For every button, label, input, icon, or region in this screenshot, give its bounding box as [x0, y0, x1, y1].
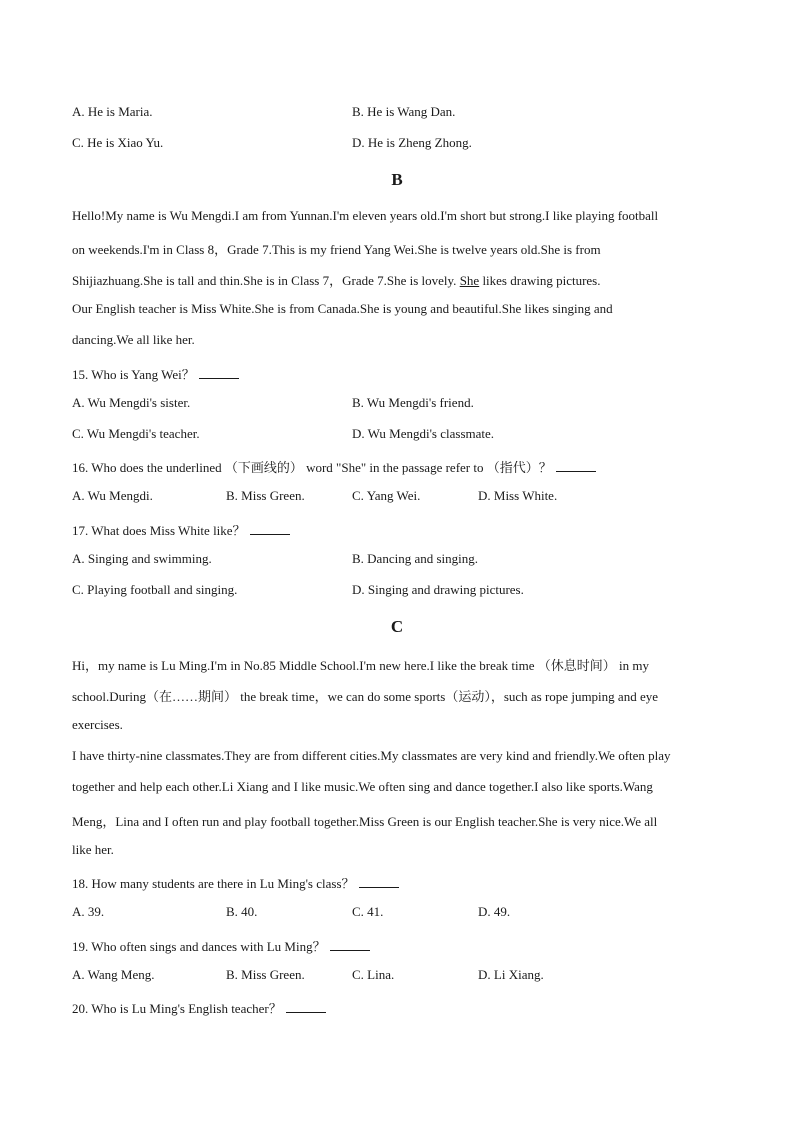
- q14-option-c[interactable]: C. He is Xiao Yu.: [72, 135, 164, 150]
- answer-blank[interactable]: [330, 938, 370, 951]
- q20-stem: [72, 998, 326, 1017]
- q17-option-c[interactable]: C. Playing football and singing.: [72, 582, 238, 597]
- q19-stem-text: 19. Who often sings and dances with Lu Ming？: [72, 939, 326, 954]
- q15-option-c[interactable]: C. Wu Mengdi's teacher.: [72, 426, 200, 441]
- q18-stem-text: 18. How many students are there in Lu Ming's class？: [72, 876, 355, 891]
- passage-c-line: together and help each other.Li Xiang and I like music.We often sing and dance together.I also like sports.Wang: [72, 779, 653, 794]
- passage-c-line: I have thirty-nine classmates.They are from different cities.My classmates are very kind and friendly.We often play: [72, 748, 671, 763]
- section-c-heading: C: [390, 617, 404, 636]
- q16-option-d[interactable]: D. Miss White.: [478, 488, 558, 503]
- q17-option-b[interactable]: B. Dancing and singing.: [352, 551, 479, 566]
- passage-b-line: [72, 270, 601, 289]
- q19-option-c[interactable]: C. Lina.: [352, 967, 395, 982]
- q14-option-d[interactable]: D. He is Zheng Zhong.: [352, 135, 472, 150]
- answer-blank[interactable]: [556, 459, 596, 472]
- passage-b-line: on weekends.I'm in Class 8，Grade 7.This is my friend Yang Wei.She is twelve years old.She is from: [72, 242, 601, 257]
- q18-option-b[interactable]: B. 40.: [226, 904, 258, 919]
- q15-option-d[interactable]: D. Wu Mengdi's classmate.: [352, 426, 495, 441]
- q16-option-c[interactable]: C. Yang Wei.: [352, 488, 421, 503]
- q19-option-d[interactable]: D. Li Xiang.: [478, 967, 544, 982]
- passage-c-line: like her.: [72, 842, 114, 857]
- q15-option-b[interactable]: B. Wu Mengdi's friend.: [352, 395, 474, 410]
- q18-stem: [72, 873, 399, 892]
- q15-option-a[interactable]: A. Wu Mengdi's sister.: [72, 395, 191, 410]
- q17-stem: [72, 520, 290, 539]
- q17-option-a[interactable]: A. Singing and swimming.: [72, 551, 212, 566]
- q15-stem-text: 15. Who is Yang Wei？: [72, 367, 195, 382]
- answer-blank[interactable]: [250, 522, 290, 535]
- q18-option-d[interactable]: D. 49.: [478, 904, 511, 919]
- q17-option-d[interactable]: D. Singing and drawing pictures.: [352, 582, 524, 597]
- q16-option-b[interactable]: B. Miss Green.: [226, 488, 305, 503]
- q16-stem-text: 16. Who does the underlined （下画线的） word "She" in the passage refer to （指代）？: [72, 460, 552, 475]
- passage-b-text: Shijiazhuang.She is tall and thin.She is in Class 7，Grade 7.She is lovely.: [72, 273, 460, 288]
- q19-stem: [72, 936, 370, 955]
- answer-blank[interactable]: [359, 875, 399, 888]
- q15-stem: [72, 364, 239, 383]
- answer-blank[interactable]: [199, 366, 239, 379]
- passage-c-line: school.During（在……期间） the break time，we can do some sports（运动），such as rope jumping and eye: [72, 689, 658, 704]
- q18-option-c[interactable]: C. 41.: [352, 904, 384, 919]
- q17-stem-text: 17. What does Miss White like？: [72, 523, 246, 538]
- q19-option-a[interactable]: A. Wang Meng.: [72, 967, 155, 982]
- q16-option-a[interactable]: A. Wu Mengdi.: [72, 488, 153, 503]
- passage-c-line: exercises.: [72, 717, 123, 732]
- answer-blank[interactable]: [286, 1000, 326, 1013]
- q20-stem-text: 20. Who is Lu Ming's English teacher？: [72, 1001, 282, 1016]
- section-b-heading: B: [391, 170, 403, 189]
- passage-b-line: Our English teacher is Miss White.She is from Canada.She is young and beautiful.She likes singing and: [72, 301, 613, 316]
- q18-option-a[interactable]: A. 39.: [72, 904, 105, 919]
- underlined-she: She: [459, 273, 480, 288]
- q16-stem: [72, 457, 596, 476]
- q14-option-a[interactable]: A. He is Maria.: [72, 104, 153, 119]
- passage-b-text: likes drawing pictures.: [479, 273, 601, 288]
- passage-c-line: Hi，my name is Lu Ming.I'm in No.85 Middle School.I'm new here.I like the break time （休息时间） in my: [72, 658, 649, 673]
- passage-b-line: dancing.We all like her.: [72, 332, 195, 347]
- q19-option-b[interactable]: B. Miss Green.: [226, 967, 305, 982]
- passage-b-line: Hello!My name is Wu Mengdi.I am from Yunnan.I'm eleven years old.I'm short but strong.I like playing football: [72, 208, 659, 223]
- q14-option-b[interactable]: B. He is Wang Dan.: [352, 104, 456, 119]
- passage-c-line: Meng，Lina and I often run and play football together.Miss Green is our English teacher.She is very nice.We all: [72, 814, 658, 829]
